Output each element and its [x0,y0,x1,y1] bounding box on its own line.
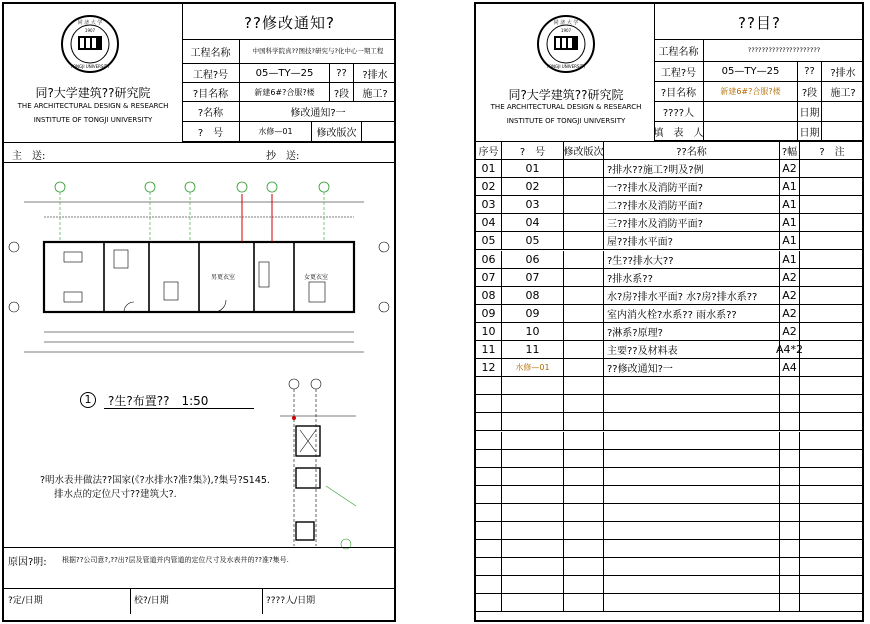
cell-remark [800,251,864,269]
cell-rev [564,540,604,558]
table-row [476,432,864,450]
cell-seq: 05 [476,232,502,250]
institute-name-cn-right: 同?大学建筑??研究院 [508,88,624,102]
cell-rev [564,558,604,576]
cell-remark [800,504,864,522]
cell-name [604,377,780,395]
cell-rev [564,214,604,232]
cell-size [780,468,800,486]
table-row [476,486,864,504]
label-project-no-right: 工程?号 [654,62,704,82]
table-row [476,196,864,214]
floor-plan-drawing [4,172,396,372]
cell-rev [564,359,604,377]
cell-name [604,594,780,612]
cell-no: 水修—01 [502,359,564,377]
table-row [476,160,864,178]
label-phase-right: ?段 [798,82,822,102]
value-project-no: 05—TY—25 [240,64,330,83]
cell-name [604,432,780,450]
value-project-name-right: ????????????????????? [704,39,864,62]
cell-name [604,522,780,540]
cell-name [604,540,780,558]
doc-title: ??修改通知? [244,14,335,32]
cell-size: A1 [780,178,800,196]
cell-no [502,594,564,612]
note-line-2: 排水点的定位尺寸??建筑大?. [54,489,177,500]
table-body [476,160,864,620]
table-row [476,540,864,558]
cell-seq: 10 [476,323,502,341]
cell-no: 04 [502,214,564,232]
table-row [476,594,864,612]
tongji-logo [60,14,120,74]
cell-size [780,594,800,612]
cell-seq: 01 [476,160,502,178]
label-drawing-no: ? 号 [182,122,240,142]
cell-rev [564,269,604,287]
label-date-1: 日期 [798,102,822,122]
svg-text:同 济 大 学: 同 济 大 学 [77,20,103,26]
th-rev: 修改版次 [564,141,604,160]
cell-seq: 11 [476,341,502,359]
cell-remark [800,540,864,558]
table-row [476,232,864,250]
cell-remark [800,323,864,341]
send-to-label: 主 送: [12,151,46,162]
cell-size: A2 [780,287,800,305]
label-phase: ?段 [330,83,354,102]
cell-rev [564,576,604,594]
table-row [476,269,864,287]
cell-remark [800,214,864,232]
label-project-no: 工程?号 [182,64,240,83]
cell-no: 01 [502,160,564,178]
cell-rev [564,432,604,450]
cell-remark [800,558,864,576]
cell-name: 主要??及材料表 [604,341,780,359]
cell-name: 三??排水及消防平面? [604,214,780,232]
table-row [476,504,864,522]
cell-no [502,468,564,486]
table-row [476,323,864,341]
cell-seq [476,540,502,558]
cell-rev [564,341,604,359]
cell-rev [564,468,604,486]
th-seq: 序号 [476,141,502,160]
cell-no [502,522,564,540]
cell-size [780,413,800,431]
label-person-right: ????人 [654,102,704,122]
cell-rev [564,323,604,341]
table-row [476,287,864,305]
cell-seq [476,558,502,576]
cell-rev [564,522,604,540]
cell-name [604,558,780,576]
cell-seq [476,377,502,395]
label-item-name: ?目名称 [182,83,240,102]
reason-text: 根据??公司意?,??出?层及管道并内管道的定位尺寸及水表井的??准?集号. [62,556,289,564]
svg-text:1907: 1907 [84,28,96,33]
cell-name: 一??排水及消防平面? [604,178,780,196]
value-drawing-name: 修改通知?一 [240,102,396,122]
cell-remark [800,359,864,377]
cell-rev [564,486,604,504]
cell-name: ?生??排水大?? [604,251,780,269]
cell-size [780,576,800,594]
svg-text:TONGJI UNIVERSITY: TONGJI UNIVERSITY [546,64,586,69]
cell-rev [564,395,604,413]
doc-title-right: ??目? [738,14,781,32]
table-row [476,576,864,594]
cell-rev [564,504,604,522]
cell-no [502,576,564,594]
footer-person: ????人/日期 [266,596,316,606]
cell-remark [800,160,864,178]
cell-no: 05 [502,232,564,250]
cell-seq [476,468,502,486]
cell-name: ??修改通知?一 [604,359,780,377]
table-row [476,178,864,196]
cell-seq: 12 [476,359,502,377]
cell-size: A2 [780,160,800,178]
table-row [476,214,864,232]
table-row [476,341,864,359]
cell-seq [476,413,502,431]
table-row [476,377,864,395]
label-drawing-name: ?名称 [182,102,240,122]
room-label-1: 男更衣室 [211,274,236,281]
cell-size [780,558,800,576]
institute-name-en-1-right: THE ARCHITECTURAL DESIGN & RESEARCH [490,103,642,111]
value-project-name: 中国科学院真??图技?研究与?化中心一期工程 [240,39,396,64]
table-row [476,522,864,540]
cell-seq: 07 [476,269,502,287]
value-filler-right [704,122,798,141]
value-revision [362,122,396,142]
label-revision: 修改版次 [312,122,362,142]
cell-name [604,413,780,431]
th-no: ? 号 [502,141,564,160]
cell-no [502,558,564,576]
riser-diagram [266,376,376,556]
cell-size: A4 [780,359,800,377]
cell-remark [800,486,864,504]
label-project-name: 工程名称 [182,39,240,64]
cell-remark [800,594,864,612]
room-label-2: 女更衣室 [304,274,329,281]
cell-no: 08 [502,287,564,305]
cell-remark [800,377,864,395]
left-sheet [2,2,396,622]
cell-name [604,468,780,486]
svg-text:1907: 1907 [560,28,572,33]
cell-no [502,540,564,558]
cell-size: A1 [780,251,800,269]
value-discipline-right: ?排水 [822,62,864,82]
cell-remark [800,395,864,413]
cell-no [502,413,564,431]
cell-rev [564,196,604,214]
cell-rev [564,287,604,305]
cell-rev [564,305,604,323]
institute-name-en-2: INSTITUTE OF TONGJI UNIVERSITY [33,116,153,124]
th-name: ??名称 [604,141,780,160]
institute-name-en-2-right: INSTITUTE OF TONGJI UNIVERSITY [506,117,626,125]
cell-remark [800,232,864,250]
table-row [476,558,864,576]
cell-size: A1 [780,214,800,232]
cell-size [780,522,800,540]
cell-remark [800,287,864,305]
table-row [476,359,864,377]
cell-seq: 03 [476,196,502,214]
footer-approve: ?定/日期 [8,596,43,606]
cell-size: A1 [780,196,800,214]
cell-remark [800,576,864,594]
table-row [476,251,864,269]
cell-no [502,377,564,395]
label-date-2: 日期 [798,122,822,141]
value-discipline: ?排水 [354,64,396,83]
cell-size [780,486,800,504]
value-person-right [704,102,798,122]
cell-rev [564,251,604,269]
label-filler-right: 填 表 人 [654,122,704,141]
value-phase-right: 施工? [822,82,864,102]
svg-text:同 济 大 学: 同 济 大 学 [553,20,579,26]
cell-no [502,432,564,450]
cell-seq [476,432,502,450]
value-project-no-right: 05—TY—25 [704,62,798,82]
table-row [476,413,864,431]
cell-size: A2 [780,323,800,341]
cell-size: A2 [780,269,800,287]
cell-rev [564,232,604,250]
cell-size [780,450,800,468]
cell-seq [476,522,502,540]
cell-size [780,395,800,413]
label-discipline: ?? [330,64,354,83]
table-row [476,468,864,486]
cell-name: 屋??排水平面? [604,232,780,250]
value-date-1 [822,102,864,122]
cell-remark [800,269,864,287]
cell-name [604,504,780,522]
cell-name: ?排水??施工?明及?例 [604,160,780,178]
cell-no [502,395,564,413]
cell-rev [564,450,604,468]
cell-no [502,450,564,468]
cell-remark [800,522,864,540]
value-date-2 [822,122,864,141]
label-project-name-right: 工程名称 [654,39,704,62]
cell-remark [800,178,864,196]
cell-seq [476,504,502,522]
cell-name: ?排水系?? [604,269,780,287]
value-item-name: 新建6#?合服?楼 [240,83,330,102]
cell-size [780,504,800,522]
cell-seq [476,576,502,594]
label-discipline-right: ?? [798,62,822,82]
cell-no [502,486,564,504]
cell-seq: 06 [476,251,502,269]
cell-rev [564,413,604,431]
th-size: ?幅 [780,141,800,160]
institute-name-cn: 同?大学建筑??研究院 [35,86,151,100]
cell-seq: 04 [476,214,502,232]
tongji-logo-right [536,14,596,74]
cell-no: 02 [502,178,564,196]
cell-remark [800,468,864,486]
svg-text:TONGJI UNIVERSITY: TONGJI UNIVERSITY [70,64,110,69]
table-row [476,395,864,413]
cell-remark [800,450,864,468]
cell-size [780,540,800,558]
cell-name [604,576,780,594]
cell-size [780,432,800,450]
cell-rev [564,377,604,395]
cell-seq [476,450,502,468]
cell-size: A1 [780,232,800,250]
cell-rev [564,160,604,178]
cell-seq: 08 [476,287,502,305]
cell-seq [476,486,502,504]
cell-name [604,395,780,413]
right-sheet [474,2,864,622]
cell-no: 10 [502,323,564,341]
table-row [476,450,864,468]
cell-no: 11 [502,341,564,359]
cell-name: ?淋系?原理? [604,323,780,341]
cell-remark [800,413,864,431]
copy-to-label: 抄 送: [266,151,300,162]
cell-rev [564,594,604,612]
cell-seq [476,594,502,612]
institute-name-en-1: THE ARCHITECTURAL DESIGN & RESEARCH [17,102,169,110]
cell-name: 二??排水及消防平面? [604,196,780,214]
reason-label: 原因?明: [8,557,47,568]
plan-title-circle: 1 [80,392,96,408]
label-item-name-right: ?目名称 [654,82,704,102]
cell-no: 03 [502,196,564,214]
footer-check: 校?/日期 [134,596,169,606]
table-row [476,305,864,323]
th-remark: ? 注 [800,141,864,160]
note-line-1: ?明水表井做法??国家(《?水排水?准?集》),?集号?S145. [40,475,270,486]
cell-no [502,504,564,522]
cell-name [604,450,780,468]
cell-remark [800,341,864,359]
value-phase: 施工? [354,83,396,102]
drawing-list-table [476,141,864,624]
cell-no: 06 [502,251,564,269]
cell-remark [800,196,864,214]
cell-rev [564,178,604,196]
cell-name: 水?房?排水平面? 水?房?排水系?? [604,287,780,305]
cell-size: A2 [780,305,800,323]
cell-remark [800,305,864,323]
table-header-row [476,141,864,160]
cell-seq [476,395,502,413]
cell-size [780,377,800,395]
cell-name [604,486,780,504]
cell-seq: 09 [476,305,502,323]
cell-name: 室内消火栓?水系?? 雨水系?? [604,305,780,323]
cell-size: A4*2 [780,341,800,359]
cell-no: 07 [502,269,564,287]
cell-no: 09 [502,305,564,323]
cell-seq: 02 [476,178,502,196]
cell-remark [800,432,864,450]
value-item-name-right: 新建6#?合服?楼 [704,82,798,102]
value-drawing-no: 水修—01 [240,122,312,142]
plan-title: ?生?布置?? 1:50 [108,394,209,408]
